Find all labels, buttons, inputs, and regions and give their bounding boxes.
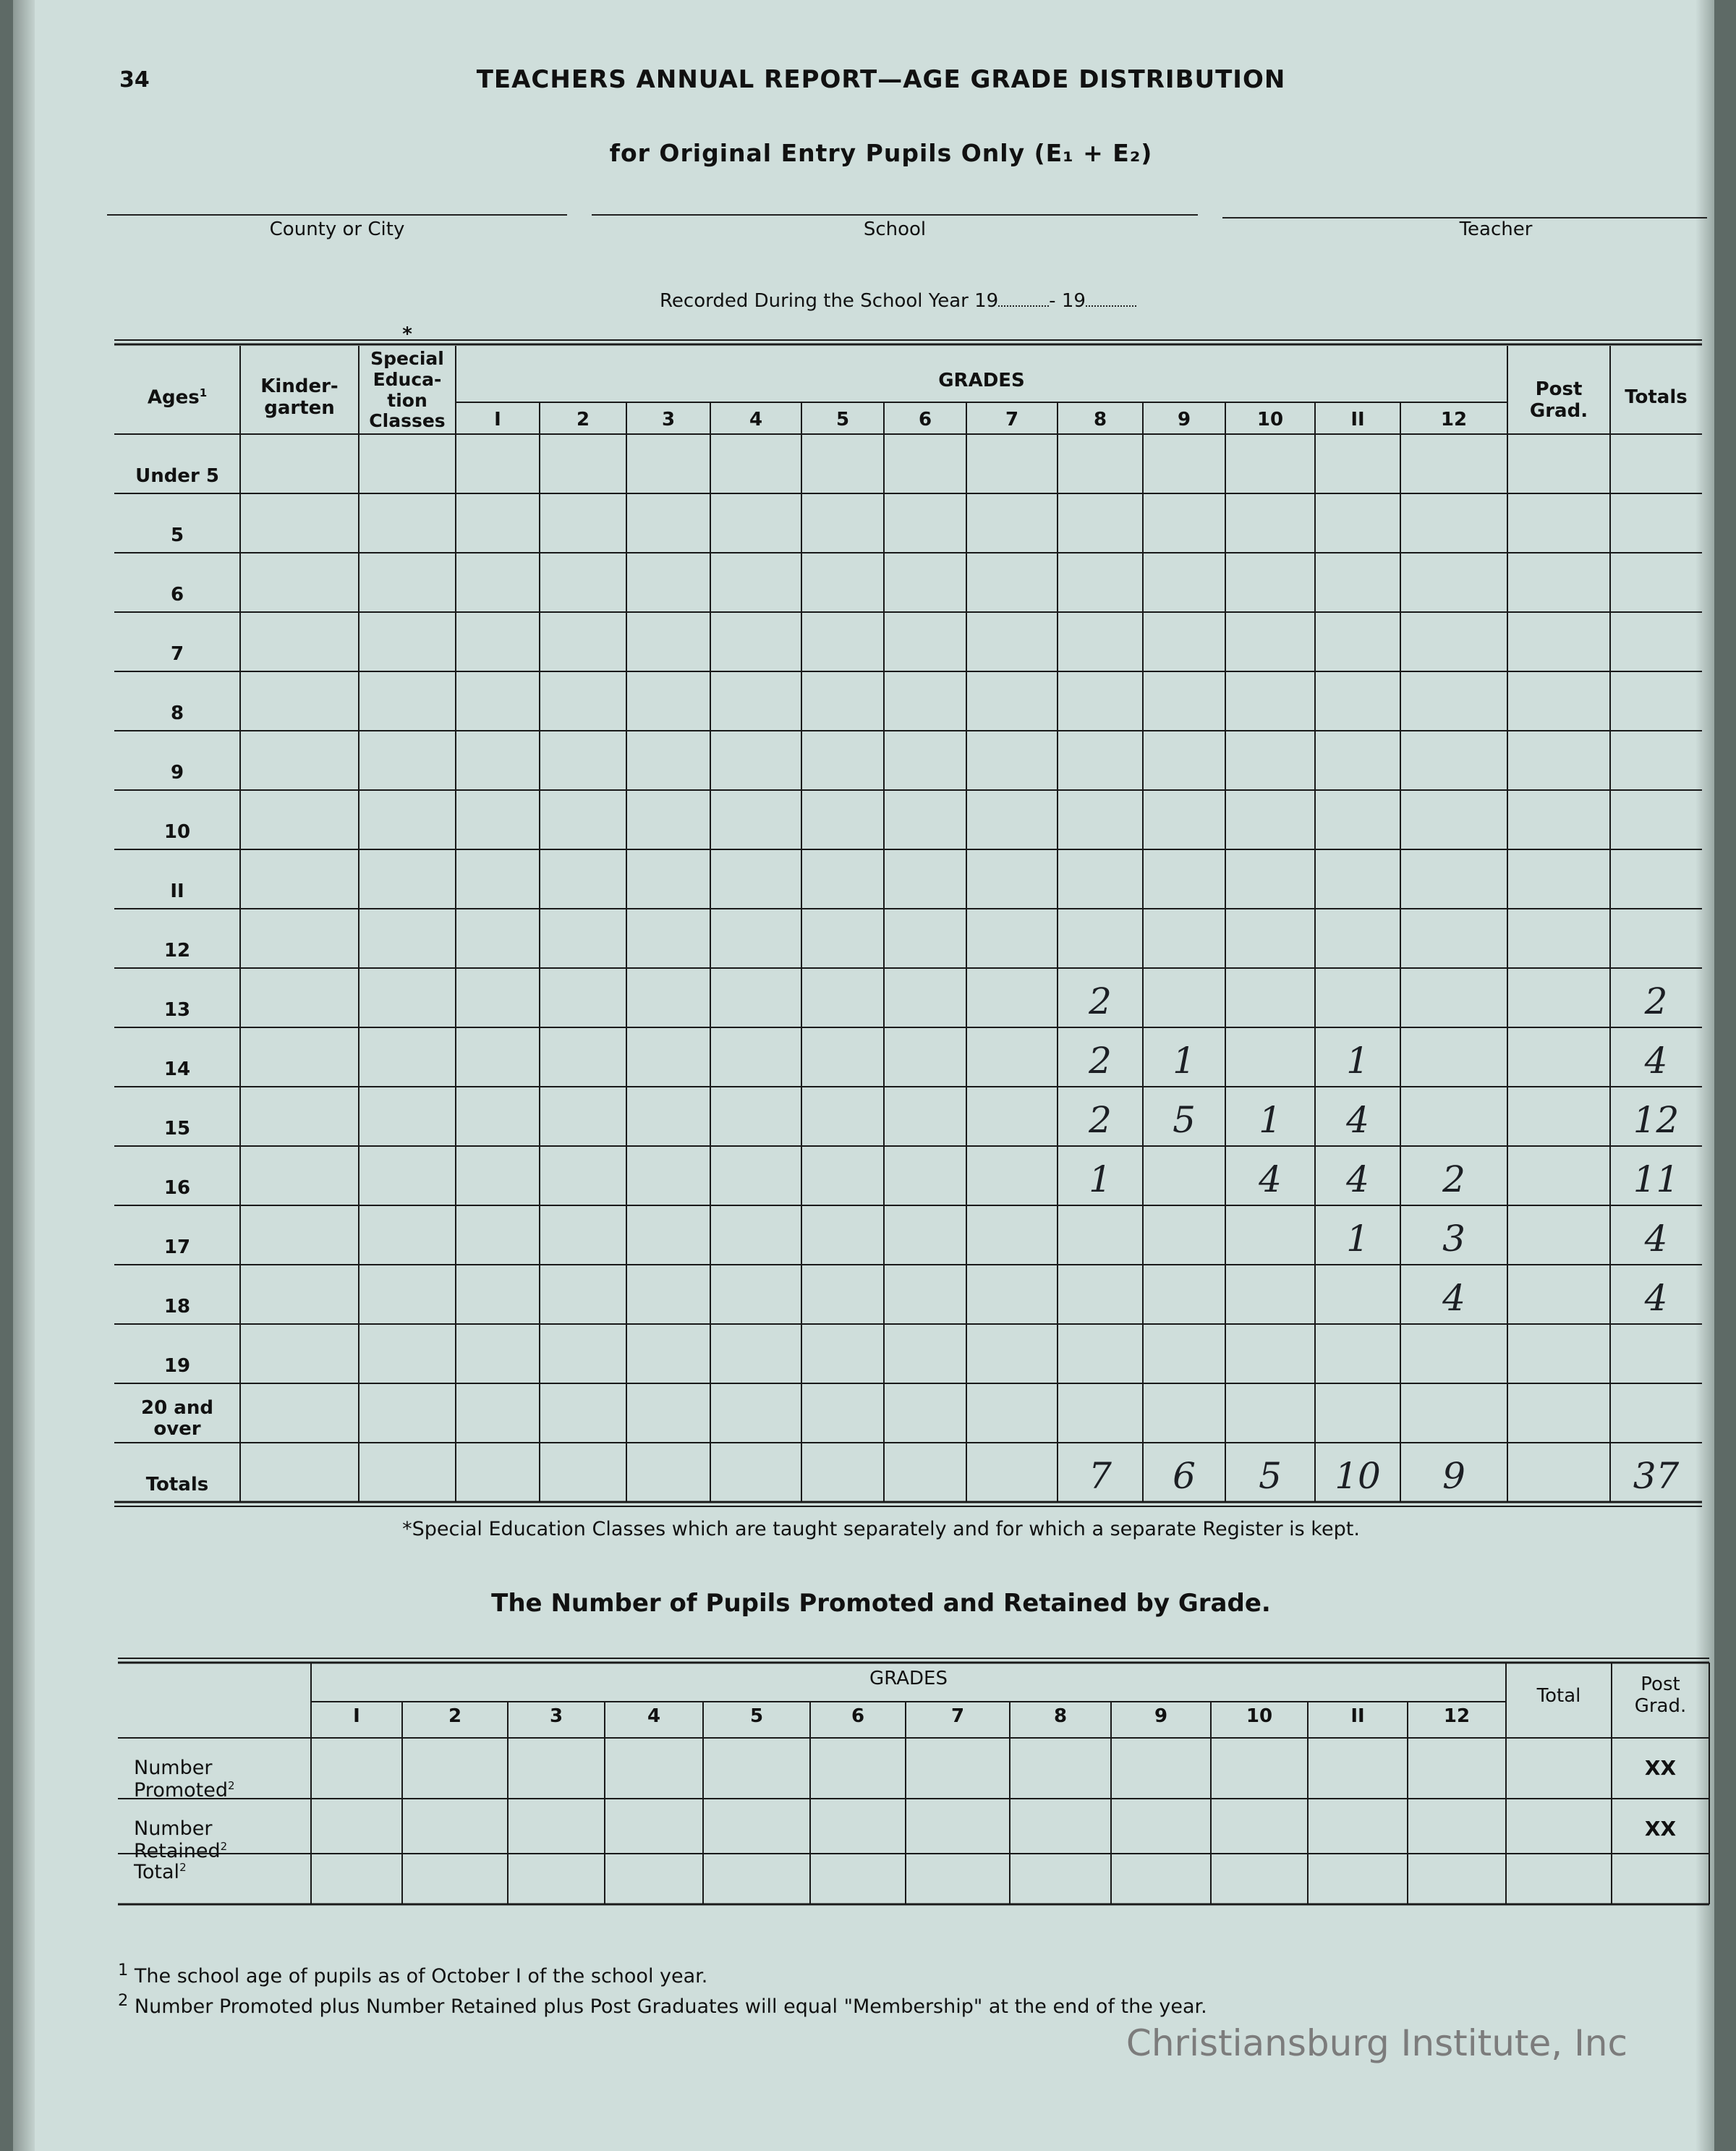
- promoted-grade-header-1: I: [353, 1705, 360, 1727]
- footnote-2-number: 2: [118, 1991, 129, 2010]
- footnote-2: [118, 1991, 1207, 2018]
- age-label: 18: [163, 1296, 191, 1318]
- row-total-value: 4: [1644, 1218, 1668, 1260]
- promoted-row-label: Number Retained$^2$: [134, 1817, 228, 1863]
- tally-value: 2: [1089, 980, 1112, 1022]
- page-number: 34: [119, 67, 150, 93]
- tally-value: 2: [1089, 1040, 1112, 1082]
- grades-header: GRADES: [938, 370, 1025, 391]
- promoted-grade-header-4: 4: [647, 1705, 661, 1727]
- tally-value: 5: [1173, 1099, 1196, 1141]
- tally-value: 1: [1173, 1040, 1196, 1082]
- age-label: 16: [163, 1177, 191, 1199]
- tally-value: 7: [1089, 1455, 1112, 1497]
- age-label: 10: [163, 821, 191, 843]
- school-label: School: [863, 219, 927, 240]
- totals-header: Totals: [1625, 386, 1688, 408]
- tally-value: 5: [1259, 1455, 1282, 1497]
- ages-header: Ages$^1$: [147, 386, 208, 409]
- grade-header-7: 7: [1005, 409, 1019, 430]
- grade-header-6: 6: [918, 409, 932, 430]
- age-label: 17: [163, 1236, 191, 1258]
- grade-header-11: II: [1350, 409, 1365, 430]
- grade-header-8: 8: [1093, 409, 1107, 430]
- promoted-row-label: Number Promoted$^2$: [134, 1757, 235, 1802]
- row-total-value: 4: [1644, 1040, 1668, 1082]
- promoted-grade-header-8: 8: [1053, 1705, 1068, 1727]
- footnote-1-number: 1: [118, 1961, 129, 1980]
- grand-total-value: 37: [1633, 1455, 1680, 1497]
- grade-header-1: I: [494, 409, 501, 430]
- age-label: 9: [170, 762, 184, 784]
- tally-value: 4: [1259, 1158, 1282, 1200]
- footnote-2-text: Number Promoted plus Number Retained plus Post Graduates will equal "Membership" at the end of the year.: [134, 1995, 1207, 2018]
- grade-header-4: 4: [749, 409, 763, 430]
- grade-header-9: 9: [1177, 409, 1191, 430]
- county-label: County or City: [269, 219, 405, 240]
- grade-header-10: 10: [1256, 409, 1284, 430]
- age-label: Under 5: [135, 465, 219, 487]
- tally-value: 3: [1442, 1218, 1465, 1260]
- row-total-value: 12: [1633, 1099, 1680, 1141]
- tally-value: 4: [1442, 1277, 1465, 1319]
- row-total-value: 11: [1633, 1158, 1680, 1200]
- row-total-value: 2: [1644, 980, 1668, 1022]
- tally-value: 4: [1346, 1158, 1369, 1200]
- promoted-grade-header-11: II: [1350, 1705, 1365, 1727]
- age-label: 19: [163, 1355, 191, 1377]
- age-label: 7: [170, 643, 184, 665]
- promoted-post-grad-header: Post Grad.: [1634, 1673, 1687, 1717]
- school-year-dash: - 19: [1049, 290, 1086, 312]
- row-total-value: 4: [1644, 1277, 1668, 1319]
- ages-footnote-ref: 1: [199, 386, 208, 399]
- tally-value: 9: [1442, 1455, 1465, 1497]
- promoted-grade-header-12: 12: [1443, 1705, 1471, 1727]
- footnote-ref: 2: [228, 1779, 235, 1793]
- teacher-label: Teacher: [1459, 219, 1533, 240]
- kindergarten-header: Kinder- garten: [260, 376, 339, 419]
- tally-value: 6: [1173, 1455, 1196, 1497]
- tally-value: 4: [1346, 1099, 1369, 1141]
- special-ed-asterisk: *: [402, 323, 412, 345]
- special-ed-footnote: *Special Education Classes which are taught separately and for which a separate Register is kept.: [402, 1518, 1360, 1540]
- watermark: Christiansburg Institute, Inc: [1126, 2022, 1628, 2064]
- promoted-grade-header-2: 2: [448, 1705, 462, 1727]
- promoted-grade-header-6: 6: [851, 1705, 865, 1727]
- page-subtitle: for Original Entry Pupils Only (E₁ + E₂): [609, 139, 1153, 167]
- promoted-total-header: Total: [1536, 1685, 1581, 1707]
- promoted-grade-header-10: 10: [1246, 1705, 1273, 1727]
- age-label: 15: [163, 1118, 191, 1140]
- tally-value: 2: [1089, 1099, 1112, 1141]
- grade-header-2: 2: [576, 409, 590, 430]
- tally-value: 1: [1346, 1040, 1369, 1082]
- tally-value: 2: [1442, 1158, 1465, 1200]
- special-ed-header: Special Educa- tion Classes: [369, 348, 446, 432]
- age-label: 20 and over: [141, 1397, 213, 1440]
- grade-header-5: 5: [835, 409, 850, 430]
- age-label: 14: [163, 1058, 191, 1080]
- tally-value: 1: [1089, 1158, 1112, 1200]
- age-label: 12: [163, 940, 191, 962]
- promoted-table-title: The Number of Pupils Promoted and Retained by Grade.: [491, 1589, 1271, 1618]
- grade-header-3: 3: [661, 409, 676, 430]
- age-label: 5: [170, 525, 184, 546]
- post-grad-header: Post Grad.: [1529, 378, 1588, 422]
- grade-header-12: 12: [1440, 409, 1468, 430]
- tally-value: 1: [1346, 1218, 1369, 1260]
- promoted-grade-header-5: 5: [749, 1705, 764, 1727]
- age-label: II: [170, 881, 184, 902]
- totals-row-label: Totals: [145, 1474, 209, 1495]
- age-label: 6: [170, 584, 184, 606]
- footnote-ref: 2: [220, 1840, 228, 1854]
- post-grad-xx: XX: [1644, 1756, 1677, 1780]
- footnote-ref: 2: [179, 1861, 187, 1874]
- school-year-label: Recorded During the School Year 19: [660, 290, 999, 312]
- promoted-grades-header: GRADES: [869, 1668, 948, 1689]
- age-label: 8: [170, 703, 184, 724]
- footnote-1: [118, 1961, 707, 1987]
- promoted-grade-header-9: 9: [1154, 1705, 1168, 1727]
- report-page: [13, 0, 1714, 2151]
- tally-value: 1: [1259, 1099, 1282, 1141]
- age-label: 13: [163, 999, 191, 1021]
- tally-value: 10: [1335, 1455, 1381, 1497]
- promoted-row-label: Total$^2$: [134, 1861, 187, 1883]
- page-title: TEACHERS ANNUAL REPORT—AGE GRADE DISTRIBUTION: [476, 65, 1286, 94]
- promoted-grade-header-3: 3: [549, 1705, 563, 1727]
- promoted-grade-header-7: 7: [950, 1705, 965, 1727]
- post-grad-xx: XX: [1644, 1817, 1677, 1841]
- footnote-1-text: The school age of pupils as of October I of the school year.: [134, 1965, 708, 1987]
